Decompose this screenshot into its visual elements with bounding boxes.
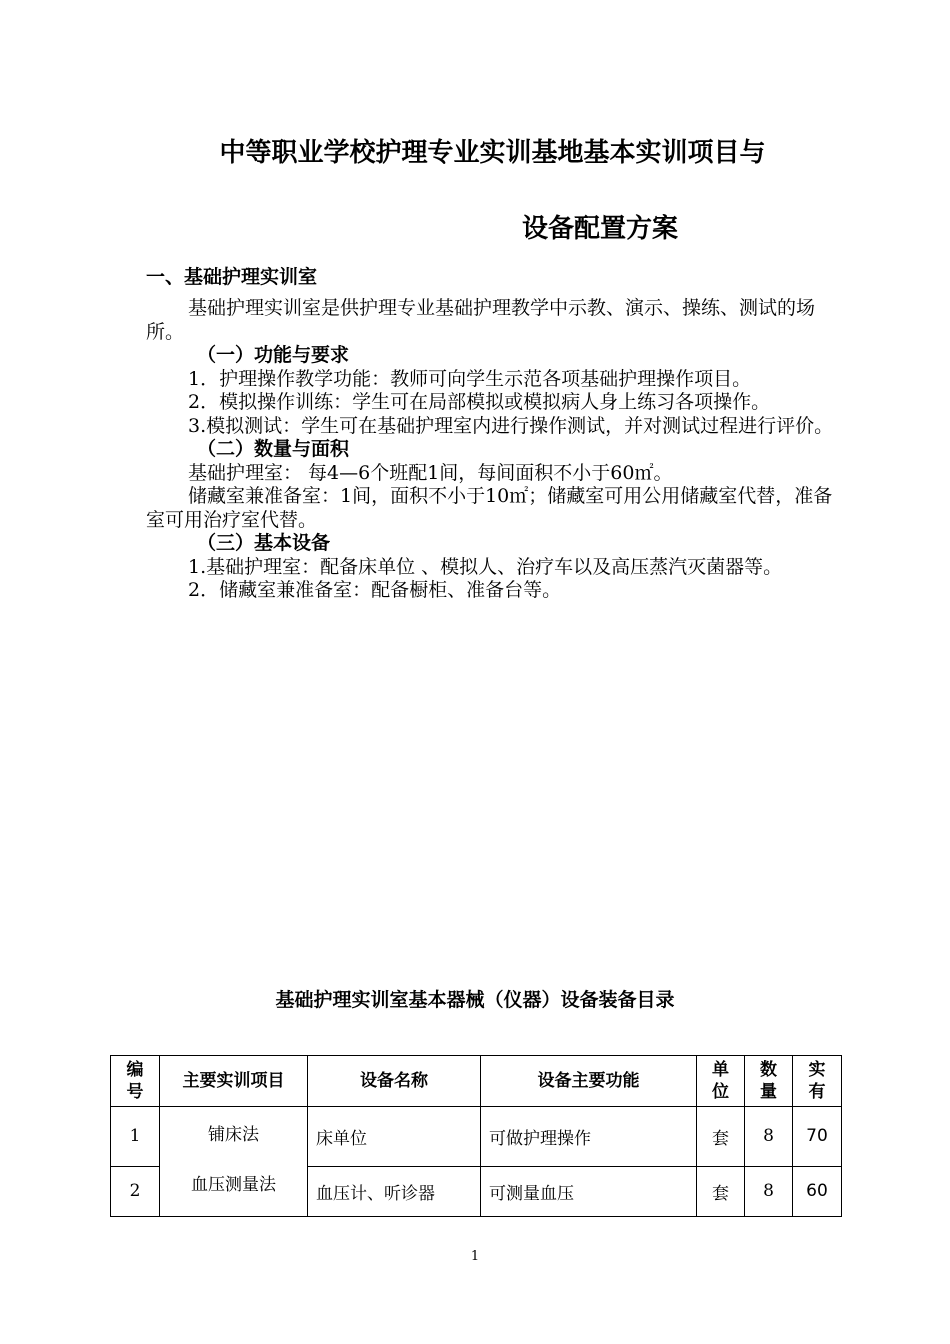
cell-unit: 套	[697, 1107, 745, 1167]
header-project: 主要实训项目	[160, 1056, 308, 1107]
header-no-char1: 编号	[126, 1060, 144, 1102]
header-function: 设备主要功能	[481, 1056, 697, 1107]
table-row	[111, 1166, 842, 1217]
header-equipment: 设备名称	[308, 1056, 481, 1107]
function-item-2: 2．模拟操作训练：学生可在局部模拟或模拟病人身上练习各项操作。	[188, 391, 771, 413]
section-body	[146, 297, 836, 603]
table-title: 基础护理实训室基本器械（仪器）设备装备目录	[275, 989, 675, 1011]
cell-no: 2	[111, 1166, 160, 1217]
function-item-1: 1．护理操作教学功能：教师可向学生示范各项基础护理操作项目。	[188, 367, 752, 390]
header-actual: 实有	[793, 1056, 842, 1107]
cell-actual: 60	[793, 1166, 842, 1217]
cell-function: 可测量血压	[481, 1166, 697, 1217]
header-qty: 数量	[745, 1056, 793, 1107]
cell-qty: 8	[745, 1107, 793, 1167]
document-title-line2: 设备配置方案	[522, 214, 679, 244]
equipment-item-2: 2．储藏室兼准备室：配备橱柜、准备台等。	[188, 579, 562, 601]
section-heading-basic-nursing-room: 一、基础护理实训室	[146, 266, 318, 288]
equipment-item-1: 1.基础护理室：配备床单位 、模拟人、治疗车以及高压蒸汽灭菌器等。	[188, 555, 783, 578]
table-header-row	[111, 1056, 842, 1107]
cell-actual: 70	[793, 1107, 842, 1167]
cell-equipment: 床单位	[308, 1107, 481, 1167]
cell-no: 1	[111, 1107, 160, 1167]
equipment-table	[110, 1055, 842, 1217]
quantity-item-2: 储藏室兼准备室：1间，面积不小于10㎡；储藏室可用公用储藏室代替，准备室可用治疗室代替。	[146, 485, 833, 531]
quantity-item-1: 基础护理室： 每4—6个班配1间，每间面积不小于60㎡。	[188, 461, 673, 484]
subheading-basic-equipment: （三）基本设备	[197, 532, 331, 554]
cell-unit: 套	[697, 1166, 745, 1217]
cell-function: 可做护理操作	[481, 1107, 697, 1167]
page-number: 1	[470, 1249, 480, 1264]
table-row	[111, 1107, 842, 1167]
header-no	[111, 1056, 160, 1107]
subheading-functions: （一）功能与要求	[197, 344, 350, 366]
function-item-3: 3.模拟测试：学生可在基础护理室内进行操作测试，并对测试过程进行评价。	[188, 414, 834, 437]
subheading-quantity-area: （二）数量与面积	[197, 438, 350, 460]
header-unit: 单位	[697, 1056, 745, 1107]
cell-qty: 8	[745, 1166, 793, 1217]
cell-equipment: 血压计、听诊器	[308, 1166, 481, 1217]
document-title-line1: 中等职业学校护理专业实训基地基本实训项目与	[219, 138, 766, 168]
cell-project: 铺床法	[160, 1107, 308, 1167]
cell-project: 血压测量法	[160, 1166, 308, 1217]
section-intro: 基础护理实训室是供护理专业基础护理教学中示教、演示、操练、测试的场所。	[146, 297, 816, 343]
